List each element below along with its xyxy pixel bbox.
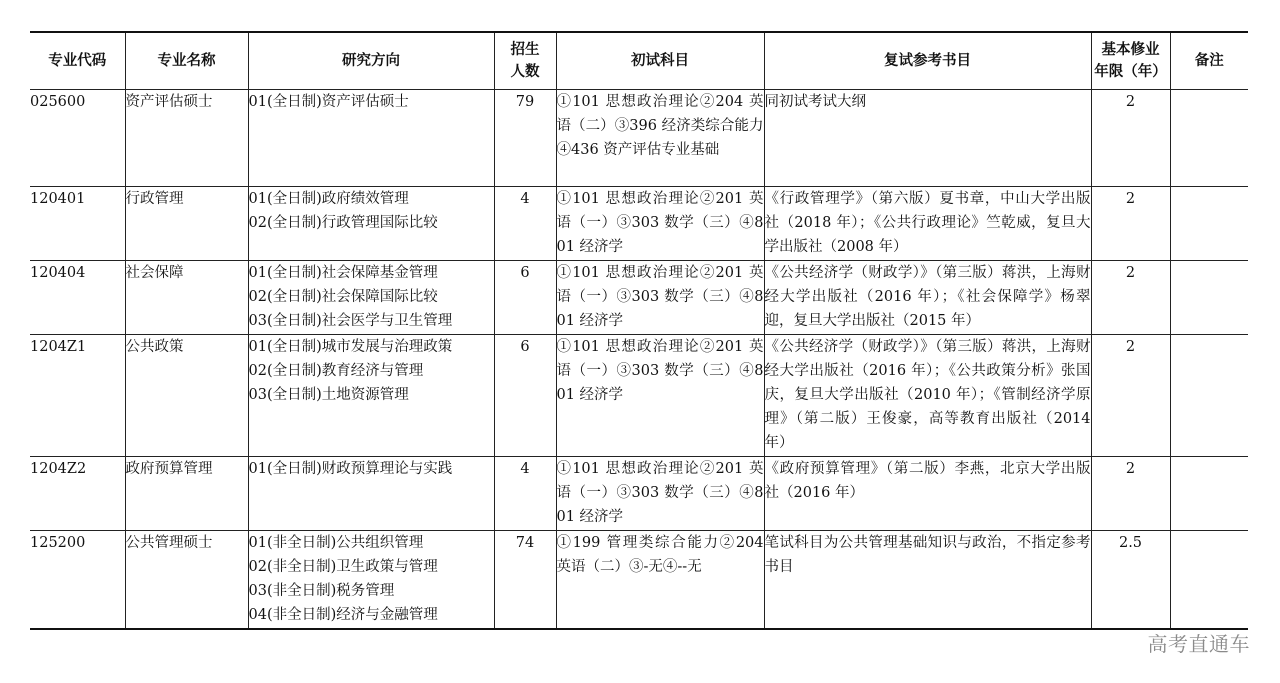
cell-exam: ①101 思想政治理论②201 英语（一）③303 数学（三）④801 经济学 xyxy=(556,187,764,261)
cell-remarks xyxy=(1170,531,1248,629)
table-row xyxy=(30,335,1248,457)
header-quota xyxy=(494,32,556,90)
direction-item: 03(全日制)社会医学与卫生管理 xyxy=(248,313,453,329)
cell-books: 同初试考试大纲 xyxy=(764,90,1091,187)
cell-name: 社会保障 xyxy=(125,261,248,335)
direction-item: 01(全日制)资产评估硕士 xyxy=(248,94,409,110)
cell-exam: ①199 管理类综合能力②204 英语（二）③-无④--无 xyxy=(556,531,764,629)
cell-books: 《公共经济学（财政学）》（第三版）蒋洪，上海财经大学出版社（2016 年）；《公共政策分析》张国庆，复旦大学出版社（2010 年）；《管制经济学原理》（第二版）王俊豪，高等教育出版社（2014 年） xyxy=(764,335,1091,457)
direction-item: 02(非全日制)卫生政策与管理 xyxy=(248,559,438,575)
cell-remarks xyxy=(1170,335,1248,457)
cell-directions xyxy=(248,335,494,457)
cell-quota: 6 xyxy=(494,261,556,335)
cell-years: 2 xyxy=(1091,261,1170,335)
header-quota-line2: 人数 xyxy=(510,64,540,80)
cell-quota: 4 xyxy=(494,457,556,531)
header-books: 复试参考书目 xyxy=(764,32,1091,90)
cell-code: 1204Z2 xyxy=(30,457,125,531)
cell-books: 《政府预算管理》（第二版）李燕，北京大学出版社（2016 年） xyxy=(764,457,1091,531)
cell-years: 2 xyxy=(1091,187,1170,261)
cell-directions xyxy=(248,457,494,531)
cell-code: 120404 xyxy=(30,261,125,335)
cell-books: 《公共经济学（财政学）》（第三版）蒋洪，上海财经大学出版社（2016 年）；《社会保障学》杨翠迎，复旦大学出版社（2015 年） xyxy=(764,261,1091,335)
cell-remarks xyxy=(1170,90,1248,187)
direction-item: 01(非全日制)公共组织管理 xyxy=(248,535,424,551)
direction-item: 01(全日制)社会保障基金管理 xyxy=(248,265,438,281)
header-quota-line1: 招生 xyxy=(510,42,540,58)
cell-quota: 74 xyxy=(494,531,556,629)
header-row xyxy=(30,32,1248,90)
cell-quota: 4 xyxy=(494,187,556,261)
table-row xyxy=(30,457,1248,531)
cell-directions xyxy=(248,90,494,187)
direction-item: 03(全日制)土地资源管理 xyxy=(248,387,409,403)
table-row xyxy=(30,531,1248,629)
direction-item: 01(全日制)政府绩效管理 xyxy=(248,191,409,207)
cell-code: 025600 xyxy=(30,90,125,187)
cell-code: 1204Z1 xyxy=(30,335,125,457)
header-code: 专业代码 xyxy=(30,32,125,90)
cell-exam: ①101 思想政治理论②201 英语（一）③303 数学（三）④801 经济学 xyxy=(556,335,764,457)
direction-item: 03(非全日制)税务管理 xyxy=(248,583,395,599)
cell-years: 2 xyxy=(1091,335,1170,457)
watermark-text: 高考直通车 xyxy=(1147,632,1250,656)
cell-name: 公共管理硕士 xyxy=(125,531,248,629)
table-row xyxy=(30,261,1248,335)
direction-item: 02(全日制)教育经济与管理 xyxy=(248,363,424,379)
header-remarks: 备注 xyxy=(1170,32,1248,90)
direction-item: 01(全日制)城市发展与治理政策 xyxy=(248,339,453,355)
cell-directions xyxy=(248,187,494,261)
direction-item: 02(全日制)社会保障国际比较 xyxy=(248,289,438,305)
header-years xyxy=(1091,32,1170,90)
header-direction: 研究方向 xyxy=(248,32,494,90)
cell-quota: 6 xyxy=(494,335,556,457)
table-row xyxy=(30,90,1248,187)
cell-directions xyxy=(248,261,494,335)
cell-exam: ①101 思想政治理论②201 英语（一）③303 数学（三）④801 经济学 xyxy=(556,261,764,335)
cell-name: 行政管理 xyxy=(125,187,248,261)
cell-books: 笔试科目为公共管理基础知识与政治，不指定参考书目 xyxy=(764,531,1091,629)
cell-years: 2.5 xyxy=(1091,531,1170,629)
direction-item: 01(全日制)财政预算理论与实践 xyxy=(248,461,453,477)
header-name: 专业名称 xyxy=(125,32,248,90)
cell-years: 2 xyxy=(1091,457,1170,531)
direction-item: 02(全日制)行政管理国际比较 xyxy=(248,215,438,231)
cell-name: 政府预算管理 xyxy=(125,457,248,531)
direction-item: 04(非全日制)经济与金融管理 xyxy=(248,607,438,623)
header-years-line1: 基本修业 xyxy=(1101,42,1160,58)
header-exam: 初试科目 xyxy=(556,32,764,90)
cell-exam: ①101 思想政治理论②204 英语（二）③396 经济类综合能力④436 资产评估专业基础 xyxy=(556,90,764,187)
cell-name: 资产评估硕士 xyxy=(125,90,248,187)
cell-code: 120401 xyxy=(30,187,125,261)
cell-remarks xyxy=(1170,261,1248,335)
cell-quota: 79 xyxy=(494,90,556,187)
cell-directions xyxy=(248,531,494,629)
cell-name: 公共政策 xyxy=(125,335,248,457)
cell-years: 2 xyxy=(1091,90,1170,187)
cell-books: 《行政管理学》（第六版）夏书章，中山大学出版社（2018 年）；《公共行政理论》竺乾威，复旦大学出版社（2008 年） xyxy=(764,187,1091,261)
header-years-line2: 年限（年） xyxy=(1094,64,1167,80)
table-row xyxy=(30,187,1248,261)
cell-code: 125200 xyxy=(30,531,125,629)
cell-remarks xyxy=(1170,457,1248,531)
cell-remarks xyxy=(1170,187,1248,261)
admissions-table xyxy=(30,31,1248,630)
cell-exam: ①101 思想政治理论②201 英语（一）③303 数学（三）④801 经济学 xyxy=(556,457,764,531)
